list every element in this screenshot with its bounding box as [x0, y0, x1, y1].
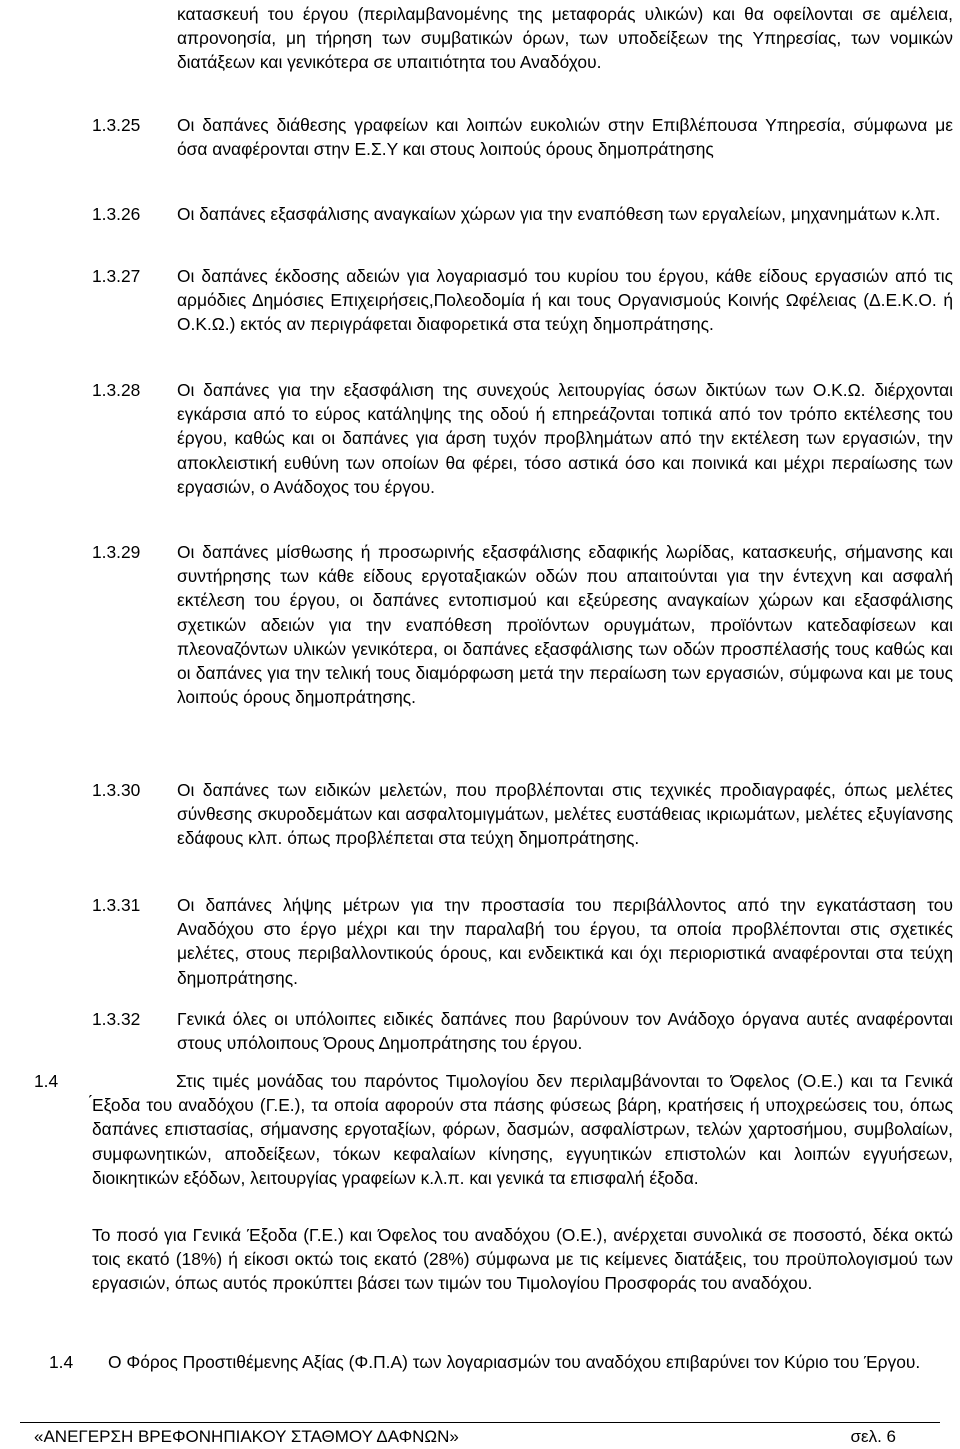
footer-title: «ΑΝΕΓΕΡΣΗ ΒΡΕΦΟΝΗΠΙΑΚΟΥ ΣΤΑΘΜΟΥ ΔΑΦΝΩΝ»	[34, 1427, 459, 1446]
item-text: Οι δαπάνες εξασφάλισης αναγκαίων χώρων για την εναπόθεση των εργαλείων, μηχανημάτων κ.λπ.	[177, 204, 941, 224]
section-number: 1.4	[49, 1352, 74, 1372]
item-number: 1.3.28	[92, 380, 141, 400]
intro-paragraph: κατασκευή του έργου (περιλαμβανομένης της μεταφοράς υλικών) και θα οφείλονται σε αμέλεια, απρονοησία, μη τήρηση των συμβατικών όρων, των υποδείξεων της Υπηρεσίας, των νομικών διατάξεων και γενικότερα σε υπαιτιότητα του Αναδόχου.	[177, 4, 953, 73]
item-number: 1.3.32	[92, 1009, 141, 1029]
footer-divider	[20, 1422, 940, 1423]
section-number: 1.4	[34, 1071, 59, 1091]
item-number: 1.3.30	[92, 780, 141, 800]
item-text: Οι δαπάνες έκδοσης αδειών για λογαριασμό του κυρίου του έργου, κάθε είδους εργασιών από τις αρμόδιες Δημόσιες Επιχειρήσεις,Πολεοδομία ή και τους Οργανισμούς Κοινής Ωφέλειας (Δ.Ε.Κ.Ο. ή Ο.Κ.Ω.) εκτός αν περιγράφεται διαφορετικά στα τεύχη δημοπράτησης.	[177, 266, 953, 335]
item-number: 1.3.25	[92, 115, 141, 135]
item-text: Γενικά όλες οι υπόλοιπες ειδικές δαπάνες που βαρύνουν τον Ανάδοχο όργανα αυτές αναφέρονται στους υπόλοιπους Όρους Δημοπράτησης του έργου.	[177, 1009, 953, 1054]
general-expenses-paragraph: Το ποσό για Γενικά Έξοδα (Γ.Ε.) και Όφελος του αναδόχου (Ο.Ε.), ανέρχεται συνολικά σε ποσοστό, δέκα οκτώ τοις εκατό (18%) ή είκοσι οκτώ τοις εκατό (28%) σύμφωνα με τις κείμενες διατάξεις, του προϋπολογισμού των εργασιών, όπως αυτός προκύπτει βάσει των τιμών του Τιμολογίου Προσφοράς του αναδόχου.	[92, 1225, 953, 1294]
item-number: 1.3.27	[92, 266, 141, 286]
item-text: Οι δαπάνες λήψης μέτρων για την προστασία του περιβάλλοντος από την εγκατάσταση του Αναδόχου στο έργο μέχρι και την παραλαβή του έργου, τα οποία προβλέπονται στις σχετικές μελέτες, στους περιβαλλοντικούς όρους, και ενδεικτικά και όχι περιοριστικά αναφέρονται στα τεύχη δημοπράτησης.	[177, 895, 953, 988]
page-number: σελ. 6	[850, 1427, 896, 1446]
item-text: Οι δαπάνες των ειδικών μελετών, που προβλέπονται στις τεχνικές προδιαγραφές, όπως μελέτες σύνθεσης σκυροδεμάτων και ασφαλτομιγμάτων, μελέτες ευστάθειας ικριωμάτων, μελέτες εξυγίανσης εδάφους κλπ. όπως προβλέπεται στα τεύχη δημοπράτησης.	[177, 780, 953, 849]
item-number: 1.3.31	[92, 895, 141, 915]
item-number: 1.3.26	[92, 204, 141, 224]
section-text: Στις τιμές μονάδας του παρόντος Τιμολογίου δεν περιλαμβάνονται το Όφελος (Ο.Ε.) και τα Γενικά ́Εξοδα του αναδόχου (Γ.Ε.), τα οποία αφορούν στα πάσης φύσεως βάρη, κρατήσεις ή υποχρεώσεις του, όπως δαπάνες επιστασίας, σήμανσης εργοταξίων, φόρων, δασμών, ασφαλίστρων, τελών χαρτοσήμου, συμβολαίων, συμφωνητικών, αποδείξεων, τόκων κεφαλαίων κίνησης, εγγυητικών επιστολών και λοιπών εγγυήσεων, διοικητικών εξόδων, λειτουργίας γραφείων κ.λ.π. και γενικά τα επισφαλή έξοδα.	[92, 1071, 953, 1188]
item-text: Οι δαπάνες μίσθωσης ή προσωρινής εξασφάλισης εδαφικής λωρίδας, κατασκευής, σήμανσης και συντήρησης των κάθε είδους εργοταξιακών οδών που απαιτούνται για την έντεχνη και ασφαλή εκτέλεση του έργου, οι δαπάνες εντοπισμού και εξεύρεσης αναγκαίων χώρων και εξασφάλισης σχετικών αδειών για την εναπόθεση προϊόντων ορυγμάτων, προϊόντων κατεδαφίσεων και πλεοναζόντων υλικών γενικότερα, οι δαπάνες εξασφάλισης των οδών προσπέλασής τους καθώς και οι δαπάνες για την τελική τους διαμόρφωση μετά την περαίωση των εργασιών, σύμφωνα και με τους λοιπούς όρους δημοπράτησης.	[177, 542, 953, 708]
item-text: Οι δαπάνες για την εξασφάλιση της συνεχούς λειτουργίας όσων δικτύων των Ο.Κ.Ω. διέρχονται εγκάρσια από το εύρος κατάληψης της οδού ή επηρεάζονται τοπικά από τον τρόπο εκτέλεσης του έργου, καθώς και οι δαπάνες για άρση τυχόν προβλημάτων από την εκτέλεση των εργασιών, την αποκλειστική ευθύνη των οποίων θα φέρει, τόσο αστικά όσο και ποινικά και μέχρι περαίωσης των εργασιών, ο Ανάδοχος του έργου.	[177, 380, 953, 497]
item-number: 1.3.29	[92, 542, 141, 562]
item-text: Οι δαπάνες διάθεσης γραφείων και λοιπών ευκολιών στην Επιβλέπουσα Υπηρεσία, σύμφωνα με όσα αναφέρονται στην Ε.Σ.Υ και στους λοιπούς όρους δημοπράτησης	[177, 115, 953, 160]
section-text: Ο Φόρος Προστιθέμενης Αξίας (Φ.Π.Α) των λογαριασμών του αναδόχου επιβαρύνει τον Κύριο του Έργου.	[108, 1352, 921, 1372]
